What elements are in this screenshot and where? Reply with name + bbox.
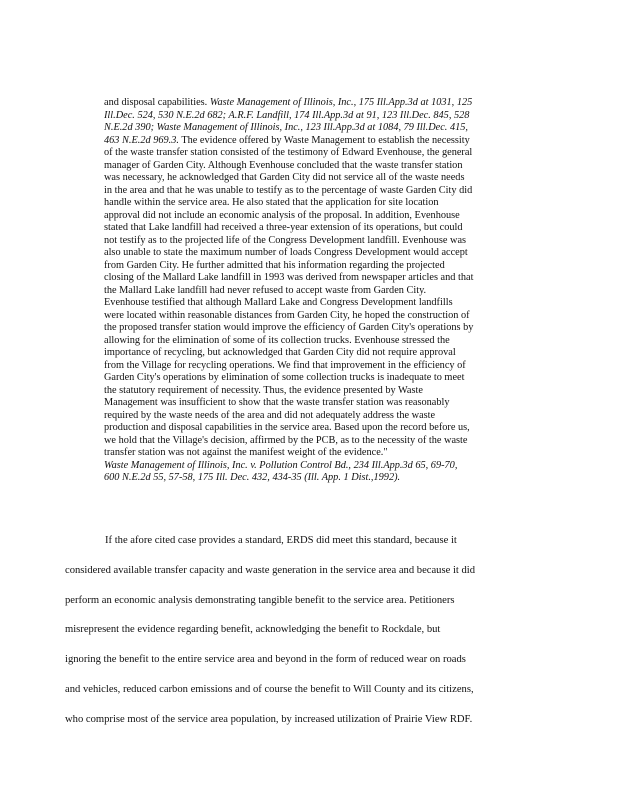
quote-line [104,397,526,410]
quote-line [104,297,526,310]
body-paragraph [65,526,585,735]
quote-run: not testify as to the projected life of the Congress Development landfill. Evenhouse was [104,234,467,246]
quote-line [104,422,526,435]
quote-line [104,335,526,348]
quote-line [104,260,526,273]
quote-run: from the Village for recycling operations. We find that improvement in the efficiency of [104,359,466,371]
quote-run: we hold that the Village's decision, affirmed by the PCB, as to the necessity of the waste [104,434,468,446]
quote-line [104,385,526,398]
quote-line [104,122,526,135]
quote-line [104,435,526,448]
quote-line [104,110,526,123]
body-line-4: misrepresent the evidence regarding benefit, acknowledging the benefit to Rockdale, but [65,624,441,636]
quote-line [104,222,526,235]
quote-run: N.E.2d 390; Waste Management of Illinois, Inc., 123 Ill.App.3d at 1084, 79 Ill.Dec. 415, [104,122,468,133]
quote-line [104,347,526,360]
quote-line [104,447,526,460]
quote-line [104,147,526,160]
quote-line [104,210,526,223]
quote-run: required by the waste needs of the area and did not adequately address the waste [104,409,436,421]
quote-run: was necessary, he acknowledged that Garden City did not service all of the waste needs [104,172,465,183]
block-quote [104,97,526,485]
body-line-7: who comprise most of the service area population, by increased utilization of Prairie View RDF. [65,713,473,725]
quote-run: transfer station was not against the manifest weight of the evidence." [104,447,388,458]
quote-run: Ill.Dec. 524, 530 N.E.2d 682; A.R.F. Landfill, 174 Ill.App.3d at 91, 123 Ill.Dec. 845, 528 [104,109,470,121]
quote-run: the proposed transfer station would improve the efficiency of Garden City's operations by [104,322,474,333]
quote-run: Evenhouse testified that although Mallard Lake and Congress Development landfills [104,297,453,308]
quote-run: were located within reasonable distances from Garden City, he hoped the construction of [104,309,470,321]
quote-line [104,160,526,173]
quote-run: the statutory requirement of necessity. Thus, the evidence presented by Waste [104,384,423,396]
quote-run: 463 N.E.2d 969.3. [104,134,179,146]
quote-line [104,235,526,248]
quote-run: handle within the service area. He also stated that the application for site location [104,197,439,208]
quote-line [104,97,526,110]
quote-run: closing of the Mallard Lake landfill in 1993 was derived from newspaper articles and that [104,272,474,283]
quote-run: production and disposal capabilities in the service area. Based upon the record before us, [104,422,470,433]
quote-line [104,310,526,323]
quote-line [104,285,526,298]
quote-lines [104,97,526,460]
body-line-6: and vehicles, reduced carbon emissions and of course the benefit to Will County and its citizens, [65,683,474,695]
quote-line [104,322,526,335]
quote-line [104,360,526,373]
quote-line [104,272,526,285]
quote-run: the Mallard Lake landfill had never refused to accept waste from Garden City. [104,284,427,296]
quote-run: allowing for the elimination of some of its collection trucks. Evenhouse stressed the [104,334,450,346]
quote-run: Garden City's operations by elimination of some collection trucks is inadequate to meet [104,372,465,383]
body-line-5: ignoring the benefit to the entire service area and beyond in the form of reduced wear on roads [65,654,466,666]
quote-run: approval did not include an economic analysis of the proposal. In addition, Evenhouse [104,209,460,221]
quote-run: in the area and that he was unable to testify as to the percentage of waste Garden City did [104,184,473,196]
body-line-3: perform an economic analysis demonstrating tangible benefit to the service area. Petitioners [65,594,455,606]
quote-run: of the waste transfer station consisted of the testimony of Edward Evenhouse, the general [104,147,473,158]
body-line-1: If the afore cited case provides a standard, ERDS did meet this standard, because it [105,535,457,546]
quote-run: manager of Garden City. Although Evenhouse concluded that the waste transfer station [104,159,463,171]
quote-run: Management was insufficient to show that the waste transfer station was reasonably [104,397,450,408]
quote-run: The evidence offered by Waste Management to establish the necessity [178,134,470,146]
quote-line [104,372,526,385]
quote-run: and disposal capabilities. [104,97,210,108]
quote-line [104,172,526,185]
body-line-2: considered available transfer capacity and waste generation in the service area and because it did [65,564,476,576]
quote-run: Waste Management of Illinois, Inc., 175 Ill.App.3d at 1031, 125 [209,97,473,108]
quote-line [104,185,526,198]
quote-run: importance of recycling, but acknowledged that Garden City did not require approval [104,347,456,358]
quote-run: stated that Lake landfill had received a three-year extension of its operations, but could [104,222,463,233]
quote-run: also unable to state the maximum number of loads Congress Development would accept [104,247,468,258]
quote-line [104,135,526,148]
quote-line [104,197,526,210]
quote-run: from Garden City. He further admitted that his information regarding the projected [104,259,445,271]
citation-line-2: 600 N.E.2d 55, 57-58, 175 Ill. Dec. 432, 434-35 (Ill. App. 1 Dist.,1992). [104,472,401,483]
citation-line-1: Waste Management of Illinois, Inc. v. Pollution Control Bd., 234 Ill.App.3d 65, 69-70, [104,459,458,471]
quote-line [104,247,526,260]
quote-line [104,410,526,423]
